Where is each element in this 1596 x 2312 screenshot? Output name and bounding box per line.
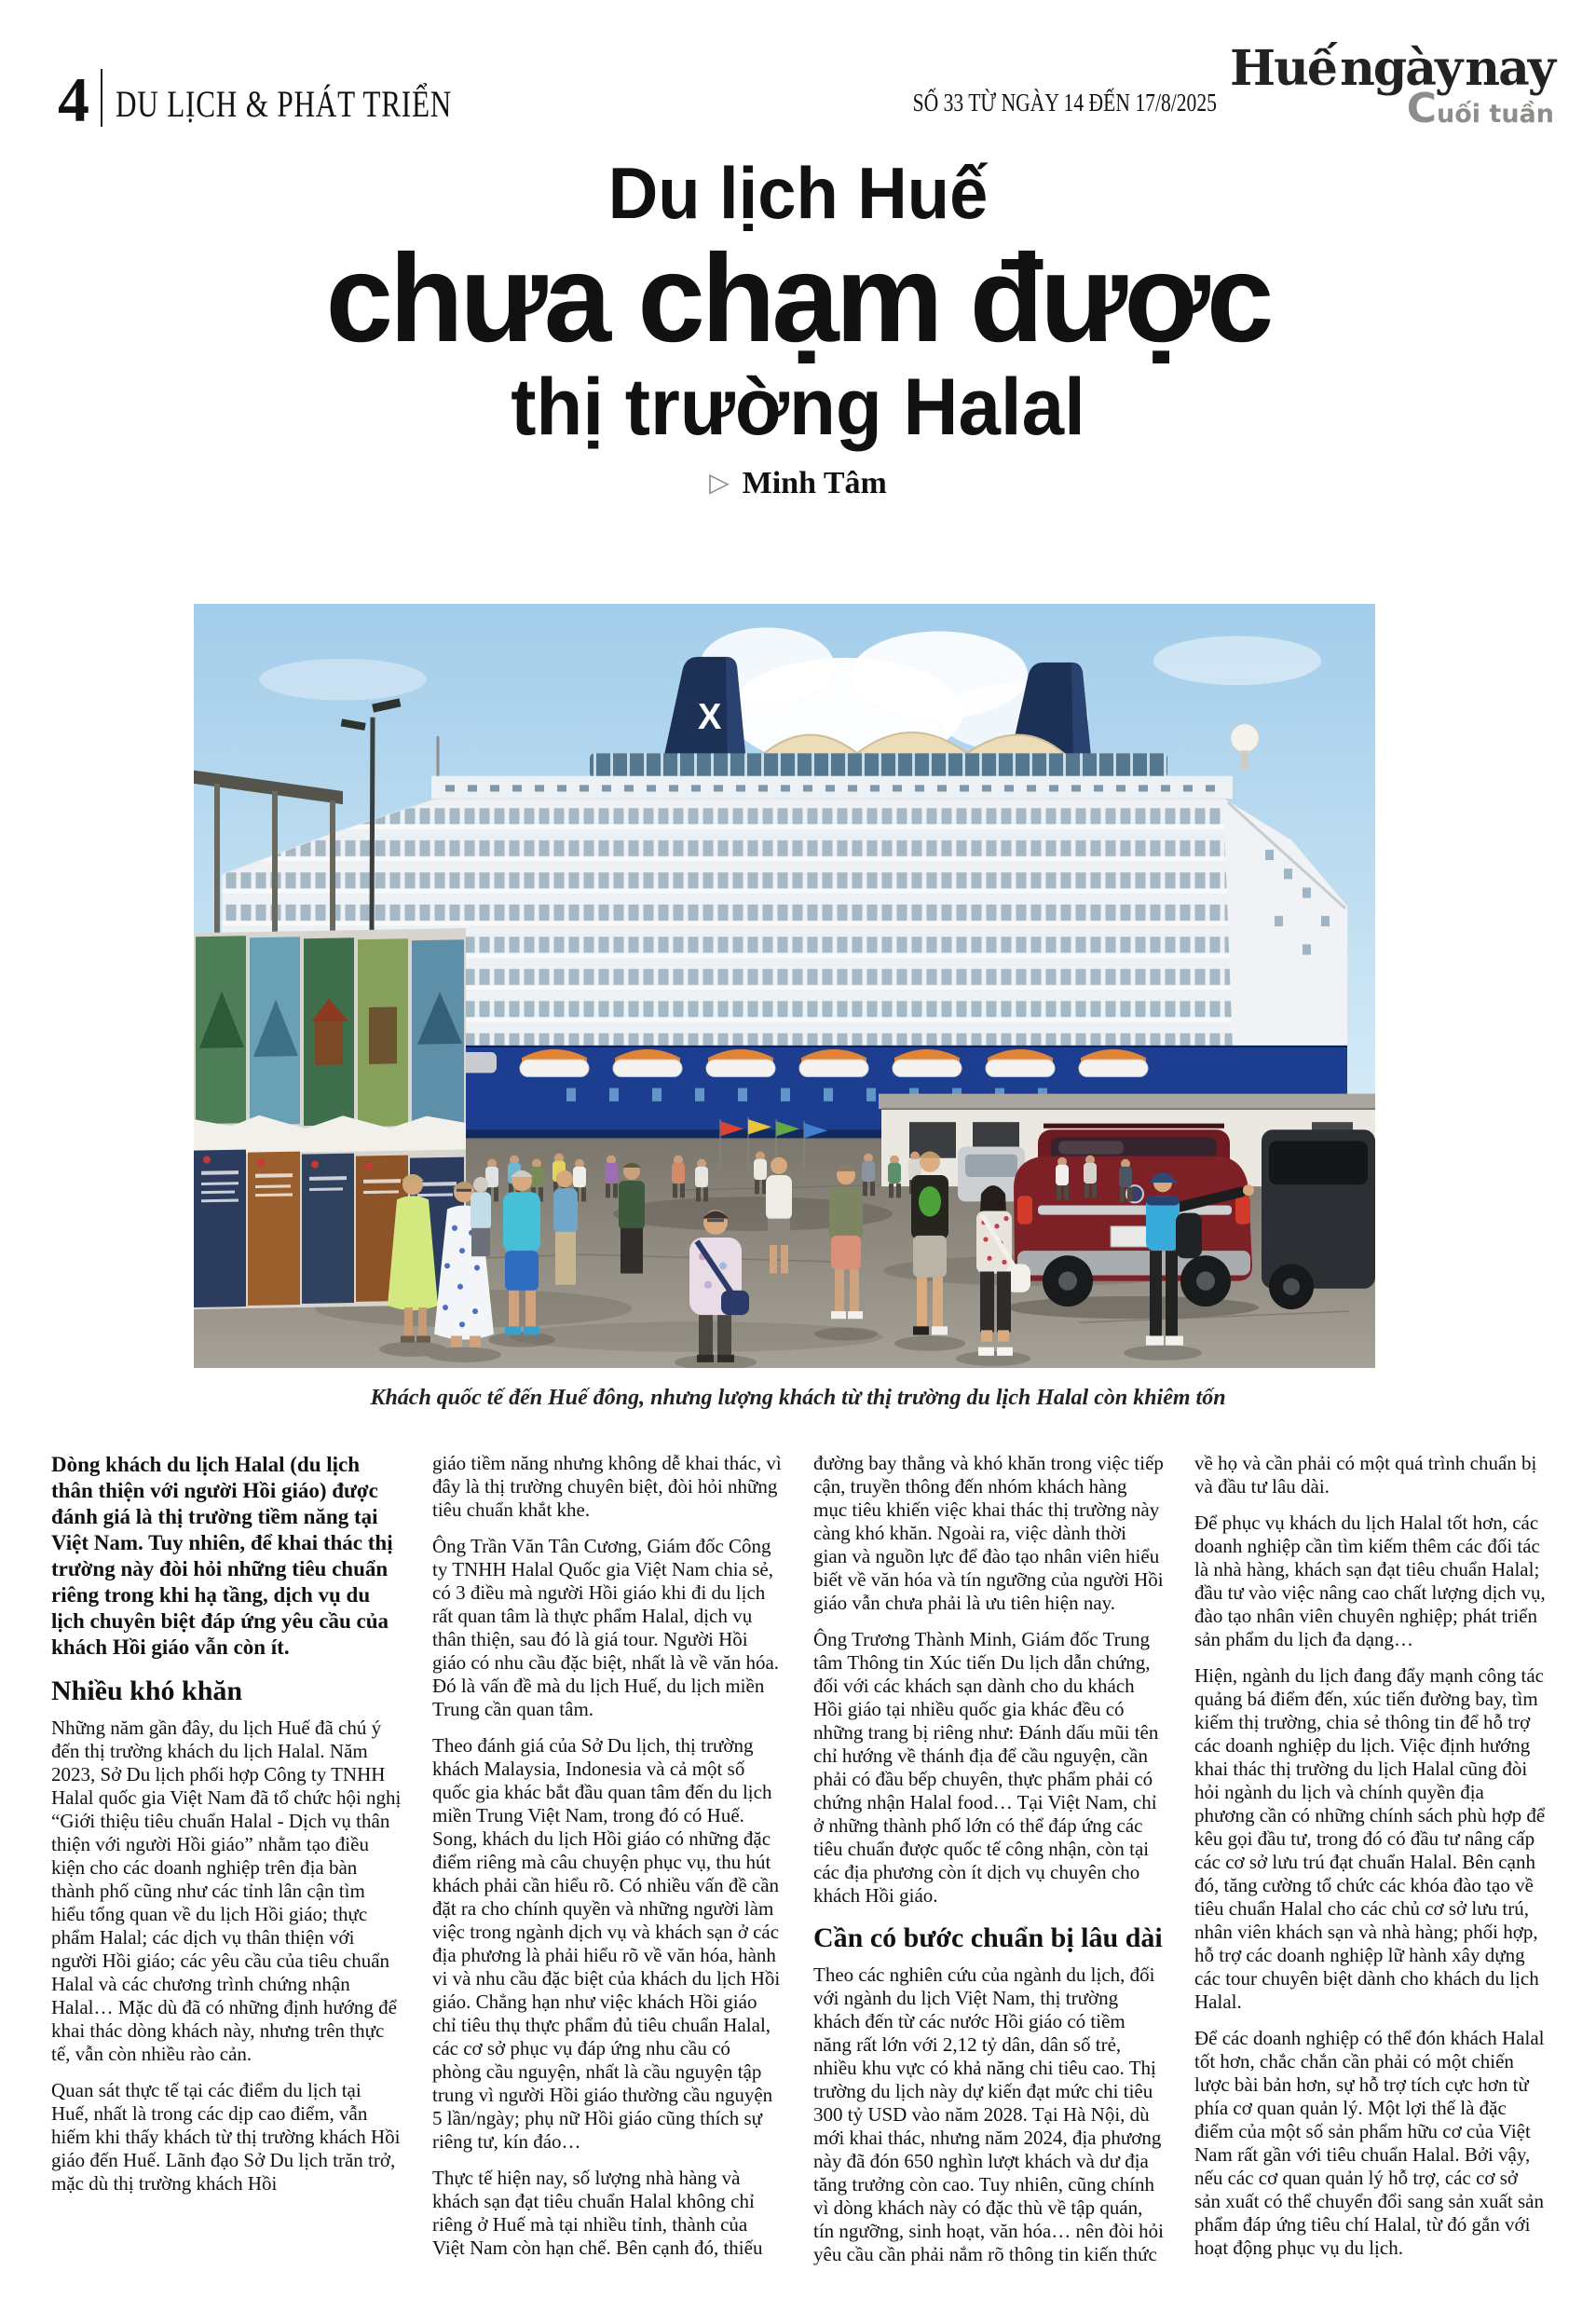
funnel-x-logo: X (698, 696, 722, 738)
paragraph: về họ và cần phải có một quá trình chuẩn bị và đầu tư lâu dài. (1194, 1452, 1537, 1498)
page-header (58, 40, 1554, 136)
subhead-preparation: Cần có bước chuẩn bị lâu dài (813, 1922, 1163, 1953)
column-2 (432, 1452, 784, 2279)
radar-dome (1231, 724, 1259, 752)
paragraph: Thực tế hiện nay, số lượng nhà hàng và khách sạn đạt tiêu chuẩn Halal không chỉ riêng ở Huế mà tại nhiều tỉnh, thành của Việt Nam còn hạn chế. Bên cạnh đó, thiếu (432, 2167, 763, 2259)
masthead-edition: Cuối tuần (1406, 85, 1554, 132)
masthead-block (1229, 40, 1554, 132)
issue-info: SỐ 33 TỪ NGÀY 14 ĐẾN 17/8/2025 (912, 89, 1217, 116)
header-divider (101, 69, 102, 127)
headline-line-2: chưa chạm được (325, 229, 1271, 368)
column-1 (51, 1452, 402, 2279)
paragraph: đường bay thẳng và khó khăn trong việc tiếp cận, truyền thông đến nhóm khách hàng mục tiêu khiến việc khai thác thị trường này càng khó khăn. Ngoài ra, việc dành thời gian và nguồn lực để đào tạo nhân viên hiểu biết về văn hóa và tín ngưỡng của người Hồi giáo vẫn chưa phải là ưu tiên hiện nay. (813, 1452, 1164, 1614)
paragraph: Quan sát thực tế tại các điểm du lịch tại Huế, nhất là trong các dịp cao điểm, vẫn hiếm khi thấy khách từ thị trường khách Hồi giáo đến Huế. Lãnh đạo Sở Du lịch trăn trở, mặc dù thị trường khách Hồi (51, 2079, 401, 2195)
radar-stem (1241, 750, 1248, 769)
headline-line-1: Du lịch Huế (607, 152, 989, 234)
article-body (51, 1452, 1546, 2279)
issue-block (837, 40, 1554, 132)
triangle-right-icon: ▷ (709, 469, 730, 498)
section-block (58, 64, 547, 136)
paragraph: giáo tiềm năng nhưng không dễ khai thác, vì đây là thị trường chuyên biệt, đòi hỏi những tiêu chuẩn khắt khe. (432, 1452, 782, 1521)
paragraph: Theo các nghiên cứu của ngành du lịch, đối với ngành du lịch Việt Nam, thị trường khách đến từ các nước Hồi giáo có tiềm năng rất lớn với 2,12 tỷ dân, dân số trẻ, nhiều khu vực có khả năng chi tiêu cao. Thị trường du lịch này dự kiến đạt mức chi tiêu 300 tỷ USD vào năm 2028. Tại Hà Nội, dù mới khai thác, nhưng năm 2024, địa phương này đã đón 650 nghìn lượt khách và dư địa tăng trưởng còn cao. Tuy nhiên, cũng chính vì dòng khách này có đặc thù về tập quán, tín ngưỡng, sinh hoạt, văn hóa… nên đòi hỏi yêu cầu cần phải nắm rõ thông tin kiến thức (813, 1963, 1164, 2265)
author-name: Minh Tâm (742, 466, 887, 500)
photo-illustration (194, 604, 1375, 1368)
subhead-difficulties: Nhiều khó khăn (51, 1676, 243, 1706)
deck-canopy (762, 732, 1066, 755)
paragraph: Hiện, ngành du lịch đang đẩy mạnh công tác quảng bá điểm đến, xúc tiến đường bay, tìm kiếm thị trường, chia sẻ thông tin để hỗ trợ các doanh nghiệp du lịch. Việc định hướng khai thác thị trường du lịch Halal cũng đòi hỏi ngành du lịch và chính quyền địa phương cần có những chính sách phù hợp để kêu gọi đầu tư, trong đó có đầu tư nâng cấp các cơ sở lưu trú đạt chuẩn Halal. Bên cạnh đó, tăng cường tổ chức các khóa đào tạo về tiêu chuẩn Halal cho các chủ cơ sở lưu trú, nhân viên khách sạn và nhà hàng; phối hợp, hỗ trợ các doanh nghiệp lữ hành xây dựng các tour chuyên biệt dành cho khách du lịch Halal. (1194, 1664, 1546, 2013)
page-number: 4 (58, 64, 89, 136)
tee-print (919, 1186, 941, 1216)
section-title: DU LỊCH & PHÁT TRIỂN (116, 83, 453, 125)
headline-line-3: thị trường Halal (511, 363, 1085, 452)
chrome-bar (1038, 1205, 1232, 1214)
column-3 (813, 1452, 1165, 2279)
crossbody-bag (721, 1291, 749, 1315)
bridge-glass-band (590, 753, 1167, 777)
taillight (1235, 1196, 1250, 1224)
photo-caption: Khách quốc tế đến Huế đông, nhưng lượng khách từ thị trường du lịch Halal còn khiêm tốn (370, 1386, 1226, 1410)
paragraph: Ông Trương Thành Minh, Giám đốc Trung tâm Thông tin Xúc tiến Du lịch dẫn chứng, đối với các khách sạn dành cho du khách Hồi giáo tại nhiều quốc gia khác đều có những trang bị riêng như: Đánh dấu mũi tên chỉ hướng về thánh địa để cầu nguyện, cần phải có đầu bếp chuyên, thực phẩm phải có chứng nhận Halal food… Tại Việt Nam, chỉ ở những thành phố lớn có thể đáp ứng các tiêu chuẩn được quốc tế công nhận, còn tại các địa phương còn ít dịch vụ chuyên cho khách Hồi giáo. (813, 1628, 1159, 1907)
lead-paragraph: Dòng khách du lịch Halal (du lịch thân thiện với người Hồi giáo) được đánh giá là thị trường tiềm năng tại Việt Nam. Tuy nhiên, để khai thác thị trường này đòi hỏi những tiêu chuẩn riêng trong khi hạ tầng, dịch vụ du lịch chuyên biệt đáp ứng yêu cầu của khách Hồi giáo vẫn còn ít. (51, 1453, 393, 1659)
paragraph: Những năm gần đây, du lịch Huế đã chú ý đến thị trường khách du lịch Halal. Năm 2023, Sở Du lịch phối hợp Công ty TNHH Halal quốc gia Việt Nam đã tổ chức hội nghị “Giới thiệu tiêu chuẩn Halal - Dịch vụ thân thiện với người Hồi giáo” nhằm tạo điều kiện cho các doanh nghiệp trên địa bàn thành phố cũng như các tỉnh lân cận tìm hiểu tổng quan về du lịch Hồi giáo; thực phẩm Halal; các dịch vụ thân thiện với người Hồi giáo; các yêu cầu của tiêu chuẩn Halal và các chương trình chứng nhận Halal… Mặc dù đã có những định hướng để khai thác dòng khách này, nhưng trên thực tế, vẫn còn nhiều rào cản. (51, 1717, 402, 2065)
masthead-logo: Huế ngày nay (1229, 40, 1554, 97)
paragraph: Ông Trần Văn Tân Cương, Giám đốc Công ty TNHH Halal Quốc gia Việt Nam chia sẻ, có 3 điều mà người Hồi giáo khi đi du lịch rất quan tâm là thực phẩm Halal, dịch vụ thân thiện, sau đó là giá tour. Người Hồi giáo có nhu cầu đặc biệt, nhất là về văn hóa. Đó là vấn đề mà du lịch Huế, du lịch miền Trung cần quan tâm. (432, 1535, 780, 1720)
paragraph: Để phục vụ khách du lịch Halal tốt hơn, các doanh nghiệp cần tìm kiếm thêm các đối tác là nhà hàng, khách sạn đạt tiêu chuẩn Halal; đầu tư vào việc nâng cao chất lượng dịch vụ, đào tạo nhân viên chuyên nghiệp; phát triển sản phẩm du lịch đa dạng… (1194, 1512, 1546, 1650)
column-4 (1194, 1452, 1546, 2279)
paragraph: Để các doanh nghiệp có thể đón khách Halal tốt hơn, chắc chắn cần phải có một chiến lược bài bản hơn, sự hỗ trợ tích cực hơn từ phía cơ quan quản lý. Một lợi thế là đặc điểm của một số sản phẩm hữu cơ của Việt Nam rất gần với tiêu chuẩn Halal. Bởi vậy, nếu các cơ quan quản lý hỗ trợ, các cơ sở sản xuất có thể chuyển đổi sang sản xuất sản phẩm đáp ứng tiêu chí Halal, từ đó gắn với hoạt động phục vụ du lịch. (1194, 2027, 1545, 2259)
dark-suv (1262, 1129, 1375, 1309)
byline (0, 468, 1596, 499)
taillight (1017, 1196, 1032, 1224)
paragraph: Theo đánh giá của Sở Du lịch, thị trường khách Malaysia, Indonesia và cả một số quốc gia khác bắt đầu quan tâm đến du lịch miền Trung Việt Nam, trong đó có Huế. Song, khách du lịch Hồi giáo có những đặc điểm riêng mà câu chuyện phục vụ, thu hút khách phải cần hiểu rõ. Có nhiều vấn đề cần đặt ra cho chính quyền và những người làm việc trong ngành dịch vụ và khách sạn ở các địa phương là phải hiểu rõ về văn hóa, hành vi và nhu cầu đặc biệt của khách du lịch Hồi giáo. Chẳng hạn như việc khách Hồi giáo chỉ tiêu thụ thực phẩm đủ tiêu chuẩn Halal, các cơ sở phục vụ đáp ứng nhu cầu có phòng cầu nguyện, nhất là cầu nguyện tập trung vì người Hồi giáo thường cầu nguyện 5 lần/ngày; phụ nữ Hồi giáo cũng thích sự riêng tư, kín đáo… (432, 1734, 781, 2153)
article-photo (194, 604, 1375, 1368)
article-headline (0, 152, 1596, 500)
billboard-posters (196, 932, 464, 1131)
backpack (1176, 1213, 1202, 1259)
